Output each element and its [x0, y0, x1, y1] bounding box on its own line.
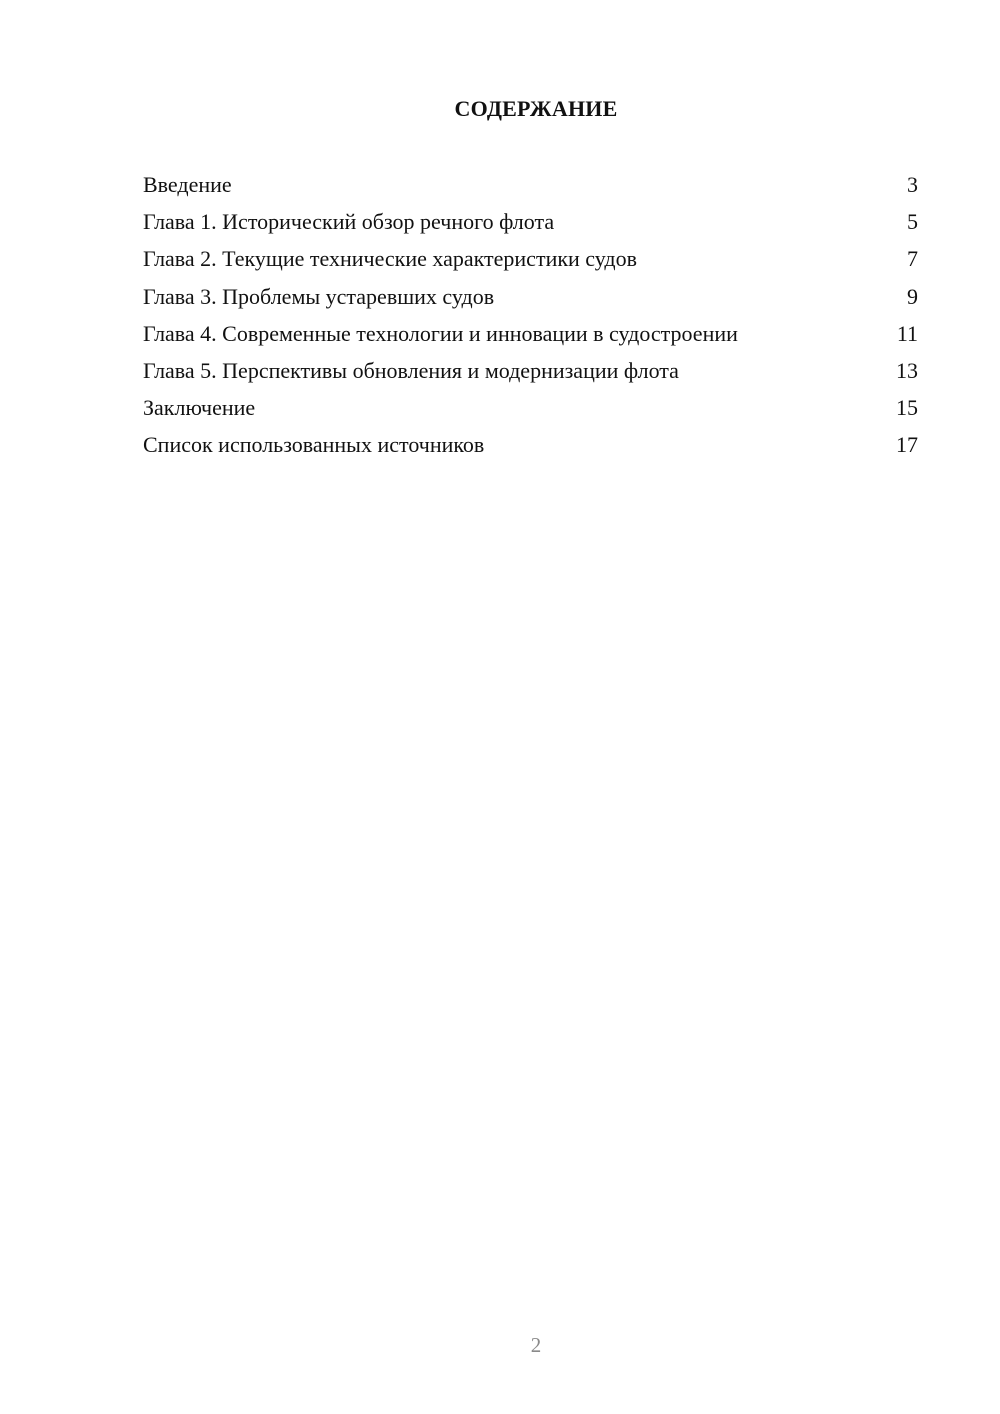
toc-entry-chapter-2 [143, 244, 918, 281]
page-number: 2 [530, 1333, 542, 1357]
toc-entry-page-number: 5 [907, 209, 918, 235]
toc-entry-page-number: 3 [907, 172, 918, 197]
toc-entry-page-number: 15 [896, 395, 918, 421]
toc-entry-page-number: 13 [896, 357, 918, 383]
toc-entry-label: Глава 5. Перспективы обновления и модернизации флота [143, 357, 679, 383]
toc-entry-page-number: 9 [907, 283, 918, 309]
toc-entry-label: Глава 1. Исторический обзор речного флота [143, 209, 555, 235]
toc-entry-label: Глава 3. Проблемы устаревших судов [143, 283, 495, 309]
toc-entry-label: Заключение [143, 395, 256, 421]
toc-entry-page-number: 11 [896, 320, 918, 346]
table-of-contents [143, 170, 918, 468]
toc-title: СОДЕРЖАНИЕ [454, 96, 618, 121]
toc-entry-label: Введение [143, 172, 232, 197]
toc-entry-chapter-3 [143, 282, 918, 319]
toc-entry-label: Глава 4. Современные технологии и инновации в судостроении [143, 320, 738, 346]
toc-entry-references [143, 430, 918, 467]
toc-entry-chapter-1 [143, 207, 918, 244]
toc-entry-label: Список использованных источников [143, 432, 485, 458]
toc-entry-label: Глава 2. Текущие технические характеристики судов [143, 246, 637, 272]
toc-entry-chapter-4 [143, 319, 918, 356]
toc-entry-page-number: 17 [896, 432, 918, 458]
toc-entry-conclusion [143, 393, 918, 430]
toc-entry-chapter-5 [143, 356, 918, 393]
toc-entry-introduction [143, 170, 918, 207]
toc-entry-page-number: 7 [907, 246, 918, 272]
